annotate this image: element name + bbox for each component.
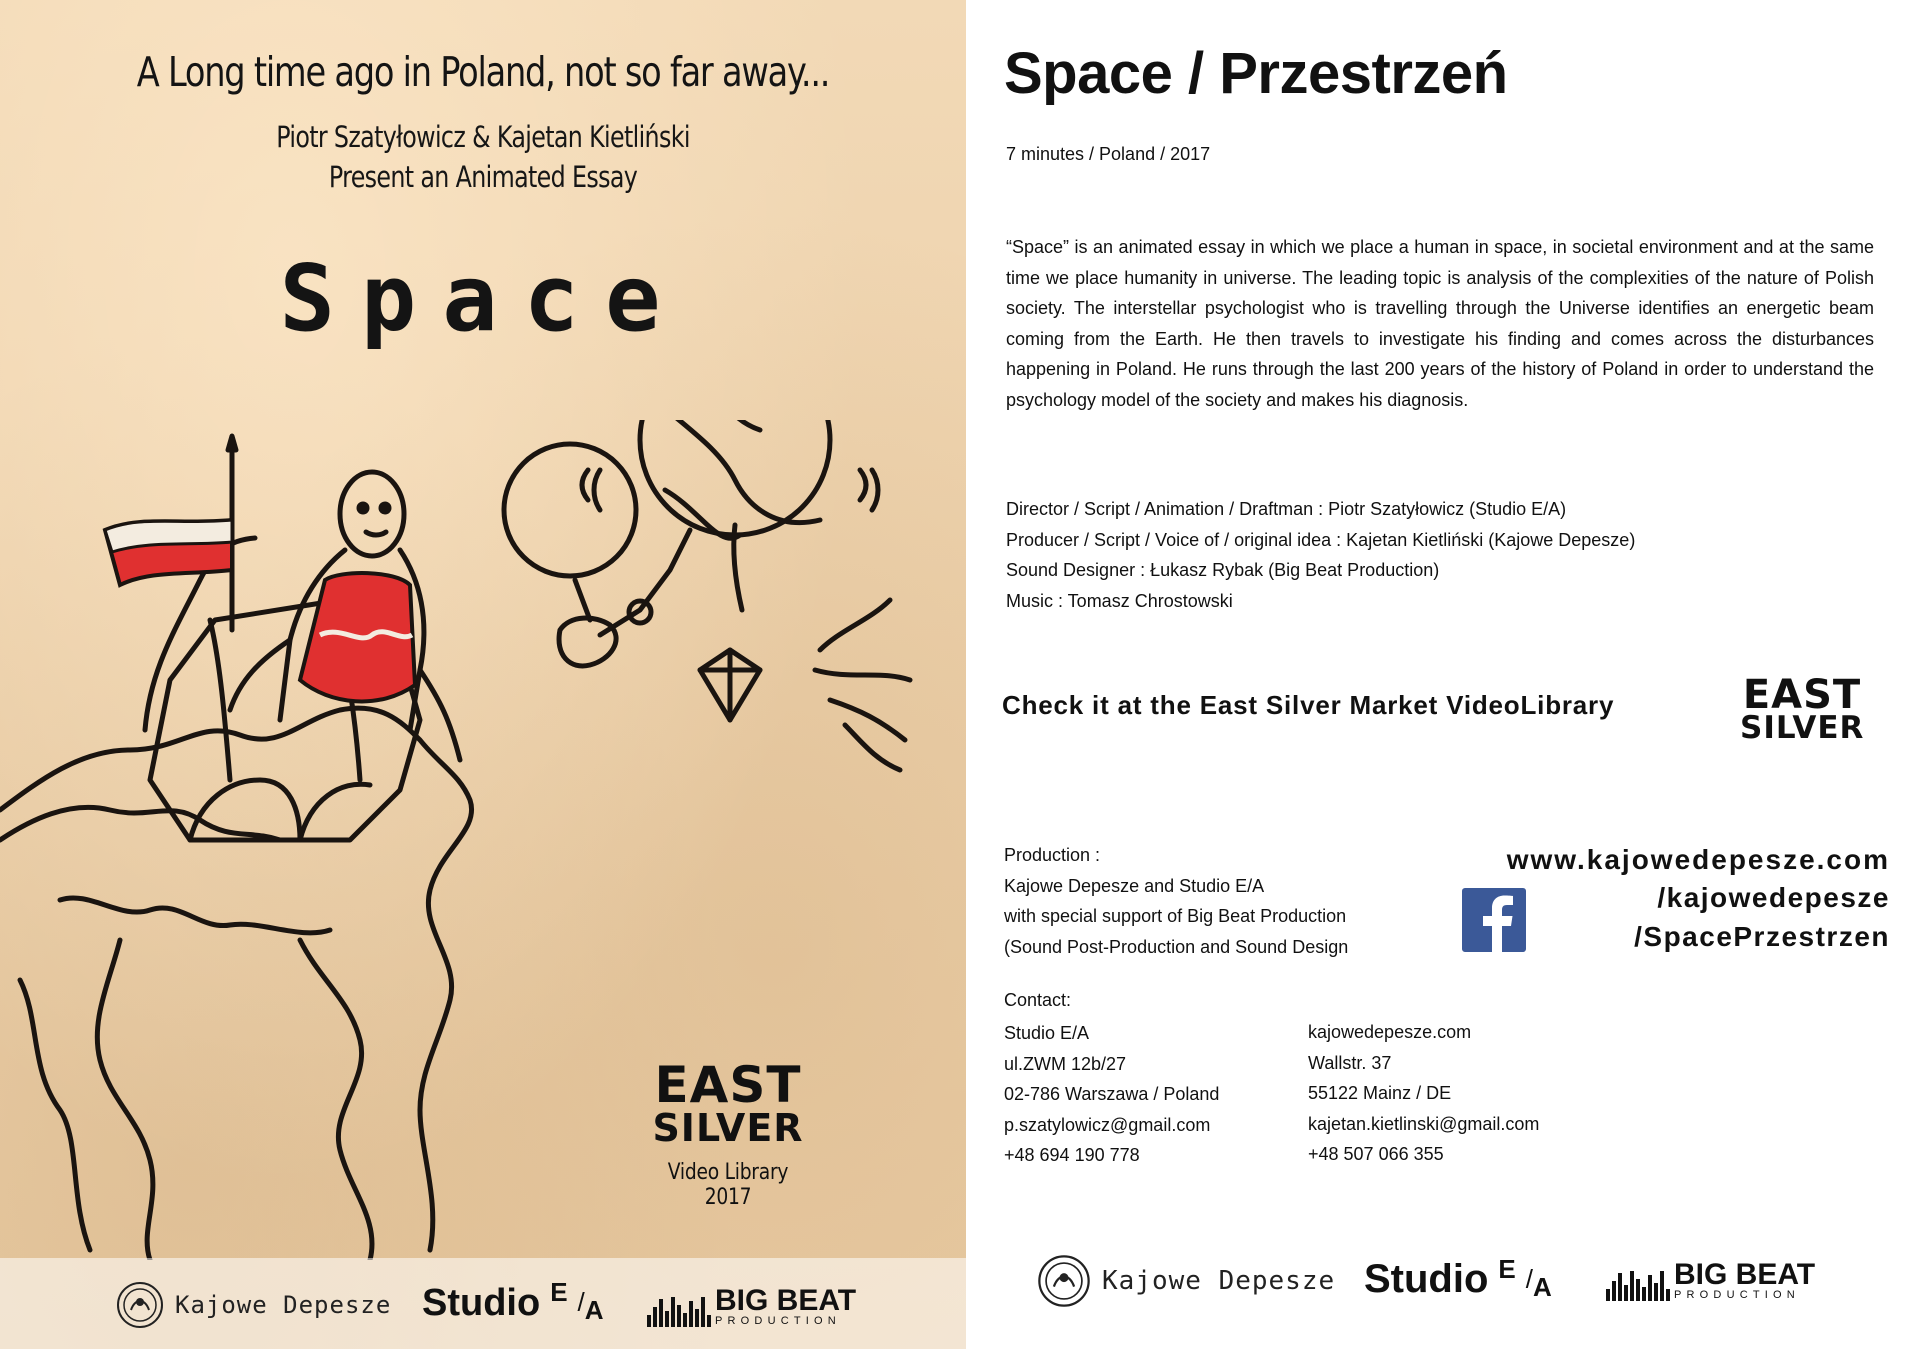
poster-tagline: A Long time ago in Poland, not so far away... xyxy=(136,48,830,96)
contact-street: Wallstr. 37 xyxy=(1308,1052,1392,1073)
equalizer-icon xyxy=(1606,1269,1670,1301)
production-line: with special support of Big Beat Production xyxy=(1004,906,1347,926)
info-sheet xyxy=(966,0,1920,1349)
studio-word: Studio xyxy=(422,1282,541,1324)
contact-label: Contact: xyxy=(1004,990,1072,1010)
contact-city: 02-786 Warszawa / Poland xyxy=(1004,1084,1220,1104)
poster-subtitle: Present an Animated Essay xyxy=(328,160,638,194)
website-link[interactable]: www.kajowedepesze.com xyxy=(1506,844,1890,875)
east-silver-bottom-info: SILVER xyxy=(1740,710,1865,746)
production-label: Production : xyxy=(1004,845,1101,865)
east-silver-top: EAST xyxy=(654,1056,802,1114)
film-description: “Space” is an animated essay in which we place a human in space, in societal environment and at the same time we place humanity in universe. The leading topic is analysis of the complexities of the nature of Polish society. The interstellar psychologist who is travelling through the Universe identifies an energetic beam coming from the Earth. He then travels to investigate his finding and comes across the disturbances happening in Poland. He runs through the last 200 years of the history of Poland in order to understand the psychology model of the society and makes his diagnosis. xyxy=(1006,237,1874,410)
studio-ea-logo-info: Studio E /A xyxy=(1364,1254,1552,1302)
facebook-link-kajowedepesze[interactable]: /kajowedepesze xyxy=(1657,882,1890,913)
kajowe-depesze-emblem-icon xyxy=(1036,1253,1092,1309)
studio-ea-logo: Studio E /A xyxy=(422,1277,604,1325)
poster-illustration xyxy=(0,420,966,1260)
film-meta: 7 minutes / Poland / 2017 xyxy=(1006,144,1211,164)
east-silver-logo-info xyxy=(1740,672,1865,746)
poster-title: Space xyxy=(279,245,687,352)
east-silver-top-info: EAST xyxy=(1742,672,1862,718)
links xyxy=(1507,842,1890,956)
credit-sound: Sound Designer : Łukasz Rybak (Big Beat Production) xyxy=(1006,560,1440,580)
contact-email[interactable]: kajetan.kietlinski@gmail.com xyxy=(1308,1113,1540,1134)
credits xyxy=(1006,494,1635,616)
kajowe-depesze-logo-info xyxy=(1036,1253,1335,1309)
production-line: Kajowe Depesze and Studio E/A xyxy=(1004,875,1265,896)
studio-e: E xyxy=(550,1277,568,1307)
contact-phone: +48 507 066 355 xyxy=(1308,1144,1444,1164)
poster-footer xyxy=(0,1258,966,1349)
studio-e: E xyxy=(1498,1254,1516,1284)
credit-director: Director / Script / Animation / Draftman : Piotr Szatyłowicz (Studio E/A) xyxy=(1006,499,1567,519)
studio-a: A xyxy=(1533,1272,1552,1302)
kajowe-depesze-text: Kajowe Depesze xyxy=(175,1291,392,1319)
studio-word: Studio xyxy=(1364,1257,1489,1301)
big-beat-logo-info xyxy=(1606,1260,1815,1301)
film-title: Space / Przestrzeń xyxy=(1004,41,1508,106)
contact-phone: +48 694 190 778 xyxy=(1004,1145,1140,1165)
east-silver-caption: Video Library 2017 xyxy=(667,1159,789,1210)
kajowe-depesze-text: Kajowe Depesze xyxy=(1102,1266,1336,1296)
contact-studio-ea xyxy=(1004,1018,1219,1171)
east-silver-logo xyxy=(648,1056,808,1210)
poster-presenters: Piotr Szatyłowicz & Kajetan Kietliński xyxy=(276,120,690,154)
big-beat-text: BIG BEAT xyxy=(715,1284,857,1317)
production-line: (Sound Post-Production and Sound Design xyxy=(1004,936,1349,957)
studio-a: A xyxy=(584,1295,604,1325)
contact-city: 55122 Mainz / DE xyxy=(1308,1083,1452,1103)
facebook-link-space[interactable]: /SpacePrzestrzen xyxy=(1634,921,1890,952)
production-info xyxy=(1004,840,1348,962)
equalizer-icon xyxy=(647,1295,711,1327)
big-beat-logo xyxy=(647,1286,856,1327)
contact-email[interactable]: p.szatylowicz@gmail.com xyxy=(1004,1114,1211,1135)
east-silver-bottom: SILVER xyxy=(652,1105,804,1150)
big-beat-sub: PRODUCTION xyxy=(1674,1289,1800,1301)
kajowe-depesze-emblem-icon xyxy=(115,1280,165,1330)
contact-street: ul.ZWM 12b/27 xyxy=(1004,1053,1127,1074)
contact-kajowe-depesze xyxy=(1308,1017,1539,1170)
contact-website[interactable]: kajowedepesze.com xyxy=(1308,1022,1472,1042)
contact-name: Studio E/A xyxy=(1004,1023,1090,1043)
big-beat-sub: PRODUCTION xyxy=(715,1315,841,1327)
kajowe-depesze-logo xyxy=(115,1280,391,1330)
credit-music: Music : Tomasz Chrostowski xyxy=(1006,590,1233,611)
east-silver-cta: Check it at the East Silver Market VideoLibrary xyxy=(1002,690,1615,720)
big-beat-text: BIG BEAT xyxy=(1674,1258,1816,1291)
credit-producer: Producer / Script / Voice of / original idea : Kajetan Kietliński (Kajowe Depesze) xyxy=(1006,529,1636,550)
